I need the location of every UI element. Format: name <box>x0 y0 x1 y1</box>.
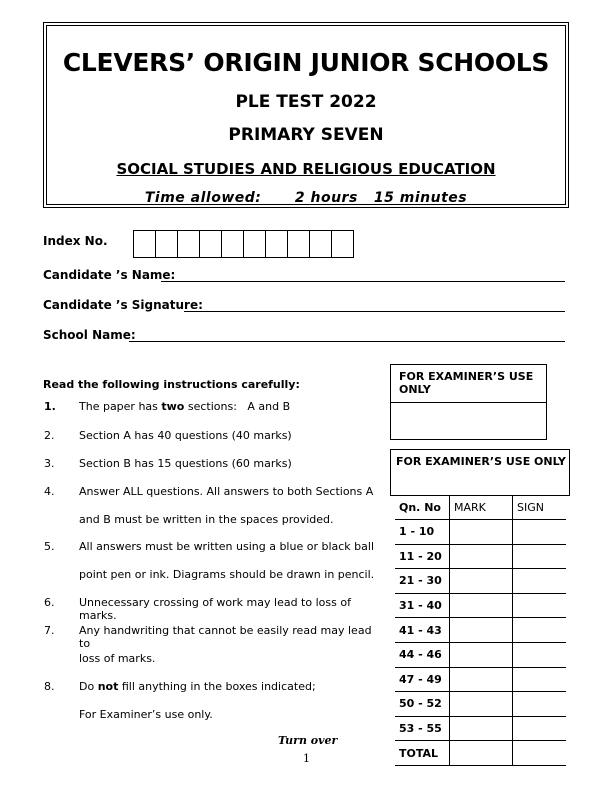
instruction-number: 1. <box>44 400 56 413</box>
instruction-text: Unnecessary crossing of work may lead to loss of marks. <box>79 596 351 622</box>
index-label: Index No. <box>43 234 108 248</box>
instruction-number: 6. <box>44 596 55 609</box>
table-row <box>395 544 566 569</box>
candidate-name-field[interactable] <box>161 281 565 282</box>
examiner-use-title: FOR EXAMINER’S USE ONLY <box>396 455 566 468</box>
mark-cell[interactable] <box>450 520 513 545</box>
table-header-row <box>395 495 566 520</box>
index-box[interactable] <box>243 230 266 258</box>
marks-table <box>395 495 566 766</box>
total-label: TOTAL <box>395 741 450 766</box>
index-box[interactable] <box>199 230 222 258</box>
examiner-use-header <box>390 449 570 496</box>
sign-cell[interactable] <box>513 692 567 717</box>
candidate-signature-field[interactable] <box>184 311 565 312</box>
table-row <box>395 667 566 692</box>
instruction-text-part: fill anything in the boxes indicated; <box>118 680 316 693</box>
index-box[interactable] <box>309 230 332 258</box>
index-box[interactable] <box>221 230 244 258</box>
instruction-text: Answer ALL questions. All answers to both Sections A <box>79 485 374 498</box>
question-range: 41 - 43 <box>395 618 450 643</box>
instruction-text: Section B has 15 questions (60 marks) <box>79 457 292 470</box>
instruction-text: Section A has 40 questions (40 marks) <box>79 429 292 442</box>
question-range: 44 - 46 <box>395 642 450 667</box>
sign-cell[interactable] <box>513 741 567 766</box>
candidate-name-label: Candidate ’s Name: <box>43 268 176 282</box>
turn-over-note: Turn over <box>278 734 338 747</box>
examiner-use-title: FOR EXAMINER’S USE ONLY <box>391 365 546 403</box>
mark-cell[interactable] <box>450 593 513 618</box>
class-title: PRIMARY SEVEN <box>228 125 384 145</box>
mark-cell[interactable] <box>450 618 513 643</box>
mark-cell[interactable] <box>450 544 513 569</box>
sign-cell[interactable] <box>513 667 567 692</box>
question-range: 1 - 10 <box>395 520 450 545</box>
instruction-number: 7. <box>44 624 55 637</box>
subject-title: SOCIAL STUDIES AND RELIGIOUS EDUCATION <box>116 160 496 178</box>
index-number-boxes[interactable] <box>134 230 354 258</box>
instruction-text: For Examiner’s use only. <box>79 708 213 721</box>
instruction-text: point pen or ink. Diagrams should be drawn in pencil. <box>79 568 375 581</box>
question-range: 50 - 52 <box>395 692 450 717</box>
instruction-text-part: sections: A and B <box>184 400 291 413</box>
column-header-qn: Qn. No <box>395 495 450 520</box>
question-range: 11 - 20 <box>395 544 450 569</box>
index-box[interactable] <box>155 230 178 258</box>
instruction-text <box>79 680 384 693</box>
mark-cell[interactable] <box>450 716 513 741</box>
question-range: 53 - 55 <box>395 716 450 741</box>
table-row <box>395 520 566 545</box>
header-box <box>46 25 566 205</box>
index-box[interactable] <box>331 230 354 258</box>
mark-cell[interactable] <box>450 741 513 766</box>
instruction-text: and B must be written in the spaces provided. <box>79 513 334 526</box>
question-range: 31 - 40 <box>395 593 450 618</box>
instruction-text-part: Do <box>79 680 98 693</box>
instructions-title: Read the following instructions carefully: <box>43 378 300 391</box>
instruction-text <box>79 400 384 413</box>
sign-cell[interactable] <box>513 618 567 643</box>
mark-cell[interactable] <box>450 692 513 717</box>
instruction-number: 8. <box>44 680 55 693</box>
instruction-emphasis: two <box>161 400 185 413</box>
table-row <box>395 618 566 643</box>
table-row <box>395 569 566 594</box>
index-box[interactable] <box>177 230 200 258</box>
instruction-text-part: The paper has <box>79 400 162 413</box>
mark-cell[interactable] <box>450 667 513 692</box>
index-box[interactable] <box>133 230 156 258</box>
index-box[interactable] <box>287 230 310 258</box>
instruction-number: 4. <box>44 485 55 498</box>
table-row <box>395 593 566 618</box>
table-row <box>395 716 566 741</box>
table-row <box>395 642 566 667</box>
instruction-number: 5. <box>44 540 55 553</box>
instruction-number: 2. <box>44 429 55 442</box>
index-box[interactable] <box>265 230 288 258</box>
time-label: Time allowed: <box>144 190 262 206</box>
time-allowed <box>47 190 565 206</box>
mark-cell[interactable] <box>450 642 513 667</box>
mark-cell[interactable] <box>450 569 513 594</box>
instruction-text: All answers must be written using a blue or black ball <box>79 540 375 553</box>
sign-cell[interactable] <box>513 520 567 545</box>
sign-cell[interactable] <box>513 544 567 569</box>
column-header-sign: SIGN <box>513 495 567 520</box>
school-name-field[interactable] <box>129 341 565 342</box>
question-range: 21 - 30 <box>395 569 450 594</box>
page-number: 1 <box>303 752 310 765</box>
time-value: 2 hours 15 minutes <box>294 190 468 206</box>
school-name: CLEVERS’ ORIGIN JUNIOR SCHOOLS <box>62 48 550 77</box>
candidate-signature-label: Candidate ’s Signature: <box>43 298 203 312</box>
instruction-text: Any handwriting that cannot be easily read may lead to <box>79 624 372 650</box>
table-row <box>395 692 566 717</box>
instruction-emphasis: not <box>97 680 119 693</box>
instruction-text: loss of marks. <box>79 652 156 665</box>
sign-cell[interactable] <box>513 642 567 667</box>
examiner-use-box <box>390 364 547 440</box>
sign-cell[interactable] <box>513 569 567 594</box>
table-row <box>395 741 566 766</box>
sign-cell[interactable] <box>513 716 567 741</box>
column-header-mark: MARK <box>450 495 513 520</box>
question-range: 47 - 49 <box>395 667 450 692</box>
sign-cell[interactable] <box>513 593 567 618</box>
instructions-list <box>0 400 390 730</box>
school-name-label: School Name: <box>43 328 136 342</box>
test-title: PLE TEST 2022 <box>235 92 377 112</box>
instruction-number: 3. <box>44 457 55 470</box>
